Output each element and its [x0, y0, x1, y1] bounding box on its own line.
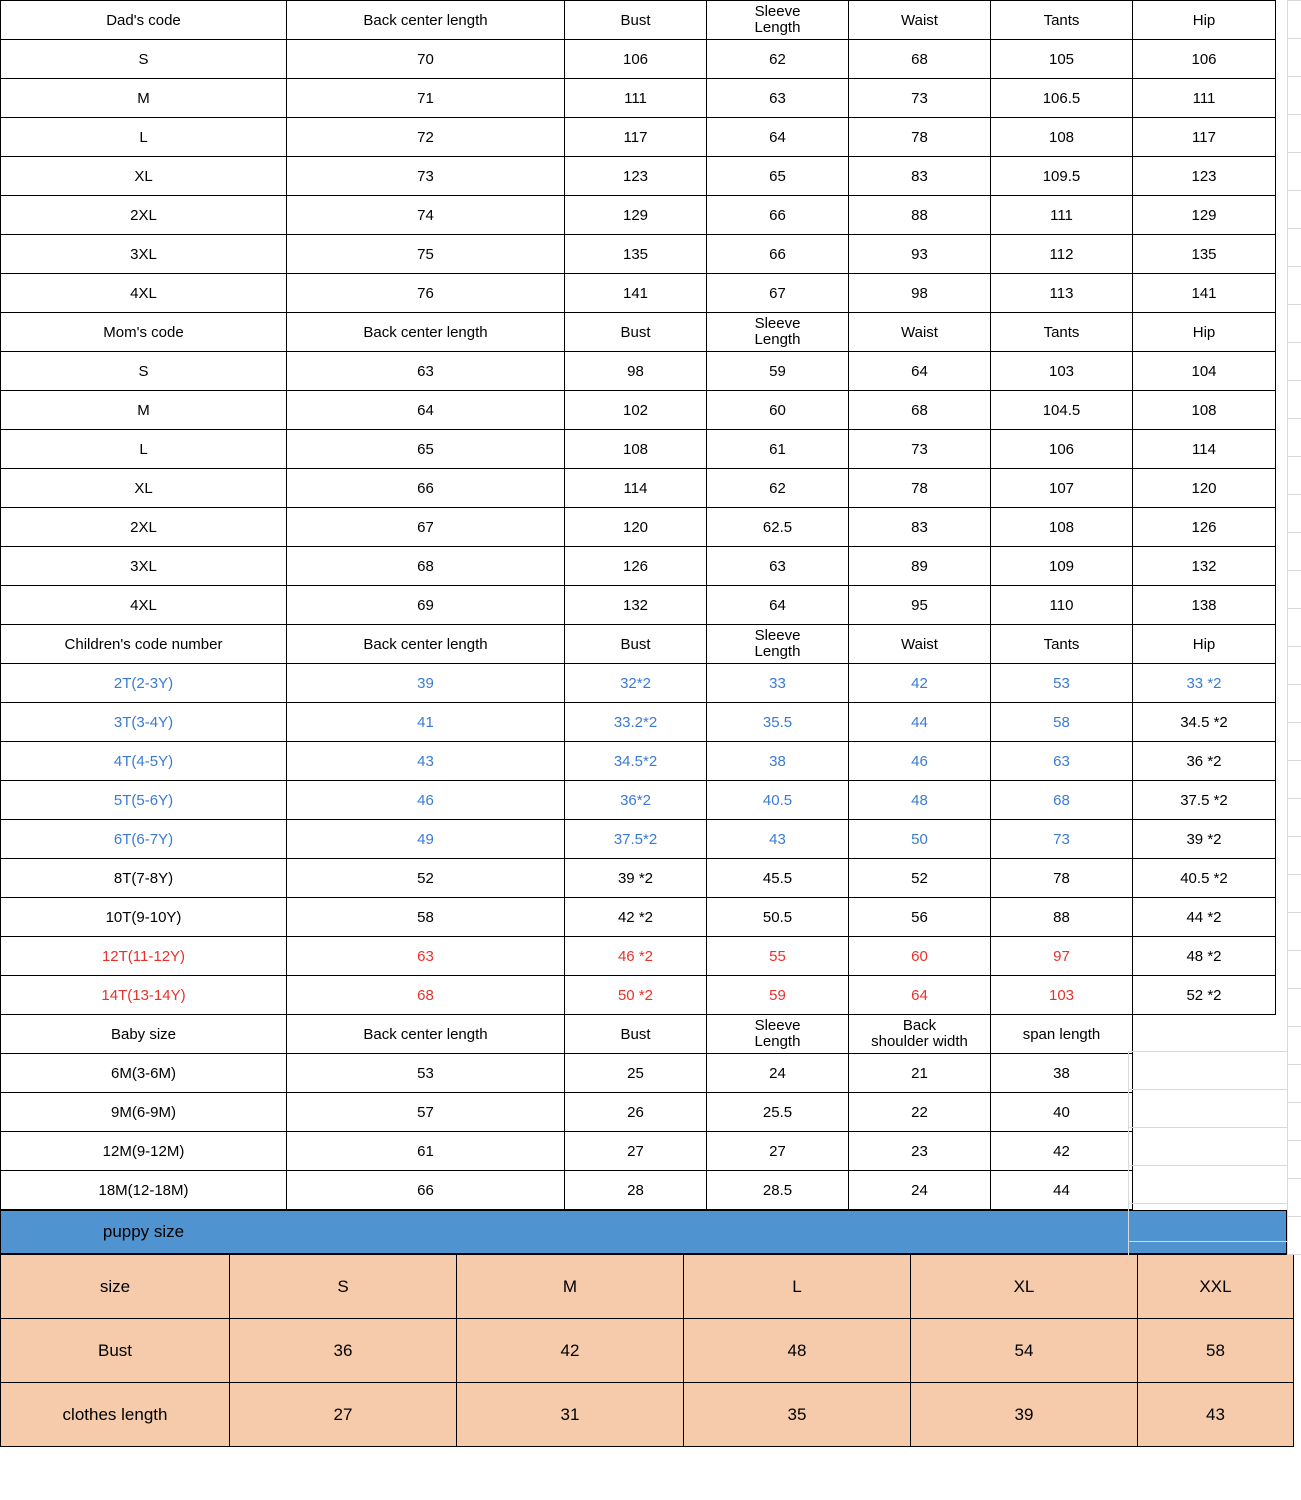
row-tants: 103 [991, 352, 1133, 391]
row-hip: 126 [1133, 508, 1276, 547]
row-back: 70 [287, 40, 565, 79]
row-sleeve: 67 [707, 274, 849, 313]
sleeve-header-line1: Sleeve [754, 3, 801, 21]
row-sleeve: 35.5 [707, 703, 849, 742]
waist-header: Waist [849, 313, 991, 352]
row-bust: 46 *2 [565, 937, 707, 976]
children-header-row [1, 625, 1276, 664]
row-waist: 78 [849, 469, 991, 508]
row-bust: 126 [565, 547, 707, 586]
row-tants: 73 [991, 820, 1133, 859]
waist-header: Waist [849, 625, 991, 664]
sleeve-header-line1: Sleeve [754, 315, 801, 333]
sleeve-header-line1: Sleeve [754, 627, 801, 645]
row-tants: 106 [991, 430, 1133, 469]
puppy-size-row-label: size [1, 1255, 230, 1319]
table-row [1, 976, 1276, 1015]
row-back: 49 [287, 820, 565, 859]
row-waist: 83 [849, 508, 991, 547]
puppy-size-table [0, 1254, 1294, 1447]
row-bust: 132 [565, 586, 707, 625]
row-bust: 33.2*2 [565, 703, 707, 742]
row-back: 57 [287, 1093, 565, 1132]
row-hip: 36 *2 [1133, 742, 1276, 781]
row-code: 12T(11-12Y) [1, 937, 287, 976]
row-code: S [1, 40, 287, 79]
back-center-length-header: Back center length [287, 1015, 565, 1054]
dad-header-row [1, 1, 1276, 40]
row-code: L [1, 430, 287, 469]
row-bust: 25 [565, 1054, 707, 1093]
hip-header: Hip [1133, 1, 1276, 40]
waist-header: Waist [849, 1, 991, 40]
row-code: 2XL [1, 196, 287, 235]
row-hip: 39 *2 [1133, 820, 1276, 859]
puppy-size-m: M [457, 1255, 684, 1319]
row-tants: 106.5 [991, 79, 1133, 118]
row-sleeve: 43 [707, 820, 849, 859]
table-row [1, 235, 1276, 274]
puppy-bust-label: Bust [1, 1319, 230, 1383]
row-back: 63 [287, 937, 565, 976]
row-hip: 108 [1133, 391, 1276, 430]
table-row [1, 1054, 1276, 1093]
sleeve-header-line2: Length [754, 1033, 801, 1050]
row-bust: 37.5*2 [565, 820, 707, 859]
row-code: 12M(9-12M) [1, 1132, 287, 1171]
row-sleeve: 66 [707, 196, 849, 235]
row-code: 6T(6-7Y) [1, 820, 287, 859]
sleeve-header-line2: Length [754, 331, 801, 348]
row-sleeve: 63 [707, 79, 849, 118]
row-code: 2T(2-3Y) [1, 664, 287, 703]
row-tants: 111 [991, 196, 1133, 235]
row-back: 63 [287, 352, 565, 391]
row-code: 5T(5-6Y) [1, 781, 287, 820]
puppy-bust-l: 48 [684, 1319, 911, 1383]
back-center-length-header: Back center length [287, 313, 565, 352]
row-code: 8T(7-8Y) [1, 859, 287, 898]
row-code: L [1, 118, 287, 157]
hip-header: Hip [1133, 313, 1276, 352]
row-waist: 83 [849, 157, 991, 196]
row-hip: 141 [1133, 274, 1276, 313]
puppy-size-label: puppy size [102, 1222, 185, 1241]
row-sleeve: 64 [707, 118, 849, 157]
row-back: 75 [287, 235, 565, 274]
row-sleeve: 55 [707, 937, 849, 976]
row-hip: 104 [1133, 352, 1276, 391]
back-shoulder-width-header [849, 1015, 991, 1054]
row-back: 61 [287, 1132, 565, 1171]
row-back: 69 [287, 586, 565, 625]
row-hip: 40.5 *2 [1133, 859, 1276, 898]
row-tants: 110 [991, 586, 1133, 625]
row-hip: 123 [1133, 157, 1276, 196]
table-row [1, 1132, 1276, 1171]
puppy-clothes-length-l: 35 [684, 1383, 911, 1447]
row-bust: 42 *2 [565, 898, 707, 937]
row-bust: 120 [565, 508, 707, 547]
row-bust: 32*2 [565, 664, 707, 703]
table-row [1, 898, 1276, 937]
row-sleeve: 50.5 [707, 898, 849, 937]
row-back: 71 [287, 79, 565, 118]
row-tants: 113 [991, 274, 1133, 313]
sleeve-header-line2: Length [754, 19, 801, 36]
row-back: 52 [287, 859, 565, 898]
row-tants: 63 [991, 742, 1133, 781]
row-code: M [1, 79, 287, 118]
puppy-header-row [1, 1255, 1294, 1319]
row-sleeve: 60 [707, 391, 849, 430]
row-back: 74 [287, 196, 565, 235]
row-code: M [1, 391, 287, 430]
row-bust: 98 [565, 352, 707, 391]
sleeve-length-header [707, 625, 849, 664]
row-sleeve: 62.5 [707, 508, 849, 547]
tants-header: Tants [991, 625, 1133, 664]
empty-cell [1133, 1054, 1276, 1093]
row-tants: 103 [991, 976, 1133, 1015]
row-tants: 97 [991, 937, 1133, 976]
row-sleeve: 38 [707, 742, 849, 781]
row-waist: 50 [849, 820, 991, 859]
puppy-bust-s: 36 [230, 1319, 457, 1383]
row-code: 14T(13-14Y) [1, 976, 287, 1015]
row-waist: 93 [849, 235, 991, 274]
row-hip: 114 [1133, 430, 1276, 469]
row-waist: 68 [849, 391, 991, 430]
puppy-bust-xxl: 58 [1138, 1319, 1294, 1383]
row-waist: 89 [849, 547, 991, 586]
tants-header: Tants [991, 1, 1133, 40]
row-tants: 109.5 [991, 157, 1133, 196]
row-back: 43 [287, 742, 565, 781]
row-code: 4T(4-5Y) [1, 742, 287, 781]
row-bust: 141 [565, 274, 707, 313]
row-back: 66 [287, 469, 565, 508]
row-back: 76 [287, 274, 565, 313]
row-waist: 64 [849, 352, 991, 391]
puppy-size-banner [0, 1210, 1287, 1254]
row-waist: 60 [849, 937, 991, 976]
row-shoulder: 21 [849, 1054, 991, 1093]
row-hip: 52 *2 [1133, 976, 1276, 1015]
sleeve-length-header [707, 1, 849, 40]
row-code: 6M(3-6M) [1, 1054, 287, 1093]
table-row [1, 1093, 1276, 1132]
baby-size-header: Baby size [1, 1015, 287, 1054]
row-hip: 106 [1133, 40, 1276, 79]
puppy-clothes-length-s: 27 [230, 1383, 457, 1447]
back-center-length-header: Back center length [287, 625, 565, 664]
row-code: 4XL [1, 274, 287, 313]
puppy-bust-row [1, 1319, 1294, 1383]
row-hip: 37.5 *2 [1133, 781, 1276, 820]
row-span: 38 [991, 1054, 1133, 1093]
row-back: 66 [287, 1171, 565, 1210]
mom-header-row [1, 313, 1276, 352]
row-bust: 102 [565, 391, 707, 430]
row-back: 58 [287, 898, 565, 937]
row-span: 42 [991, 1132, 1133, 1171]
table-row [1, 118, 1276, 157]
row-span: 44 [991, 1171, 1133, 1210]
row-waist: 56 [849, 898, 991, 937]
bust-header: Bust [565, 1, 707, 40]
row-hip: 117 [1133, 118, 1276, 157]
row-hip: 120 [1133, 469, 1276, 508]
row-bust: 28 [565, 1171, 707, 1210]
row-waist: 88 [849, 196, 991, 235]
row-tants: 104.5 [991, 391, 1133, 430]
row-waist: 48 [849, 781, 991, 820]
puppy-clothes-length-m: 31 [457, 1383, 684, 1447]
sleeve-header-line1: Sleeve [754, 1017, 801, 1035]
row-code: XL [1, 469, 287, 508]
puppy-bust-m: 42 [457, 1319, 684, 1383]
row-tants: 108 [991, 508, 1133, 547]
row-bust: 135 [565, 235, 707, 274]
row-hip: 44 *2 [1133, 898, 1276, 937]
row-bust: 114 [565, 469, 707, 508]
row-back: 53 [287, 1054, 565, 1093]
row-waist: 42 [849, 664, 991, 703]
puppy-clothes-length-xl: 39 [911, 1383, 1138, 1447]
table-row [1, 430, 1276, 469]
sleeve-header-line2: Length [754, 643, 801, 660]
span-length-header: span length [991, 1015, 1133, 1054]
row-tants: 88 [991, 898, 1133, 937]
row-bust: 111 [565, 79, 707, 118]
row-waist: 78 [849, 118, 991, 157]
row-tants: 112 [991, 235, 1133, 274]
empty-cell [1133, 1171, 1276, 1210]
row-back: 39 [287, 664, 565, 703]
row-tants: 107 [991, 469, 1133, 508]
row-tants: 105 [991, 40, 1133, 79]
row-waist: 73 [849, 79, 991, 118]
row-back: 68 [287, 976, 565, 1015]
row-code: 3XL [1, 235, 287, 274]
sleeve-length-header [707, 1015, 849, 1054]
row-code: XL [1, 157, 287, 196]
row-sleeve: 40.5 [707, 781, 849, 820]
row-tants: 53 [991, 664, 1133, 703]
row-sleeve: 59 [707, 976, 849, 1015]
puppy-bust-xl: 54 [911, 1319, 1138, 1383]
table-row [1, 196, 1276, 235]
table-row [1, 742, 1276, 781]
empty-grid-column [1287, 0, 1301, 1258]
row-code: 3T(3-4Y) [1, 703, 287, 742]
table-row [1, 664, 1276, 703]
shoulder-header-line1: Back [902, 1017, 937, 1035]
back-center-length-header: Back center length [287, 1, 565, 40]
row-sleeve: 62 [707, 469, 849, 508]
row-sleeve: 33 [707, 664, 849, 703]
row-back: 67 [287, 508, 565, 547]
table-row [1, 703, 1276, 742]
row-sleeve: 66 [707, 235, 849, 274]
row-waist: 95 [849, 586, 991, 625]
table-row [1, 859, 1276, 898]
row-code: 18M(12-18M) [1, 1171, 287, 1210]
row-sleeve: 64 [707, 586, 849, 625]
puppy-size-xxl: XXL [1138, 1255, 1294, 1319]
baby-header-row [1, 1015, 1276, 1054]
hip-header: Hip [1133, 625, 1276, 664]
row-bust: 123 [565, 157, 707, 196]
row-bust: 34.5*2 [565, 742, 707, 781]
row-shoulder: 22 [849, 1093, 991, 1132]
row-tants: 58 [991, 703, 1133, 742]
row-hip: 138 [1133, 586, 1276, 625]
table-row [1, 352, 1276, 391]
row-waist: 98 [849, 274, 991, 313]
row-code: 4XL [1, 586, 287, 625]
row-tants: 109 [991, 547, 1133, 586]
row-bust: 36*2 [565, 781, 707, 820]
table-row [1, 157, 1276, 196]
row-waist: 73 [849, 430, 991, 469]
row-bust: 39 *2 [565, 859, 707, 898]
table-row [1, 508, 1276, 547]
row-bust: 117 [565, 118, 707, 157]
puppy-clothes-length-row [1, 1383, 1294, 1447]
row-code: 9M(6-9M) [1, 1093, 287, 1132]
shoulder-header-line2: shoulder width [871, 1033, 968, 1050]
row-back: 72 [287, 118, 565, 157]
table-row [1, 586, 1276, 625]
table-row [1, 40, 1276, 79]
row-sleeve: 28.5 [707, 1171, 849, 1210]
table-row [1, 547, 1276, 586]
empty-cell [1133, 1132, 1276, 1171]
table-row [1, 781, 1276, 820]
row-hip: 34.5 *2 [1133, 703, 1276, 742]
table-row [1, 1171, 1276, 1210]
puppy-size-l: L [684, 1255, 911, 1319]
puppy-clothes-length-label: clothes length [1, 1383, 230, 1447]
row-bust: 50 *2 [565, 976, 707, 1015]
sleeve-length-header [707, 313, 849, 352]
row-code: 2XL [1, 508, 287, 547]
table-row [1, 820, 1276, 859]
row-code: S [1, 352, 287, 391]
row-bust: 108 [565, 430, 707, 469]
row-bust: 129 [565, 196, 707, 235]
row-sleeve: 27 [707, 1132, 849, 1171]
row-sleeve: 65 [707, 157, 849, 196]
puppy-clothes-length-xxl: 43 [1138, 1383, 1294, 1447]
table-row [1, 274, 1276, 313]
row-tants: 78 [991, 859, 1133, 898]
row-back: 65 [287, 430, 565, 469]
row-waist: 68 [849, 40, 991, 79]
row-bust: 106 [565, 40, 707, 79]
bust-header: Bust [565, 313, 707, 352]
row-hip: 135 [1133, 235, 1276, 274]
empty-header-cell [1133, 1015, 1276, 1054]
row-hip: 33 *2 [1133, 664, 1276, 703]
row-back: 68 [287, 547, 565, 586]
row-code: 10T(9-10Y) [1, 898, 287, 937]
children-code-header: Children's code number [1, 625, 287, 664]
puppy-size-xl: XL [911, 1255, 1138, 1319]
table-row [1, 391, 1276, 430]
row-waist: 46 [849, 742, 991, 781]
row-hip: 111 [1133, 79, 1276, 118]
table-row [1, 79, 1276, 118]
row-span: 40 [991, 1093, 1133, 1132]
row-sleeve: 61 [707, 430, 849, 469]
row-back: 41 [287, 703, 565, 742]
row-hip: 129 [1133, 196, 1276, 235]
tants-header: Tants [991, 313, 1133, 352]
row-waist: 44 [849, 703, 991, 742]
puppy-size-s: S [230, 1255, 457, 1319]
dad-code-header: Dad's code [1, 1, 287, 40]
row-sleeve: 45.5 [707, 859, 849, 898]
row-bust: 26 [565, 1093, 707, 1132]
row-sleeve: 59 [707, 352, 849, 391]
row-shoulder: 23 [849, 1132, 991, 1171]
row-sleeve: 24 [707, 1054, 849, 1093]
table-row [1, 469, 1276, 508]
bust-header: Bust [565, 1015, 707, 1054]
row-waist: 64 [849, 976, 991, 1015]
row-back: 73 [287, 157, 565, 196]
row-bust: 27 [565, 1132, 707, 1171]
row-sleeve: 62 [707, 40, 849, 79]
table-row [1, 937, 1276, 976]
row-tants: 108 [991, 118, 1133, 157]
row-waist: 52 [849, 859, 991, 898]
row-back: 64 [287, 391, 565, 430]
row-code: 3XL [1, 547, 287, 586]
bust-header: Bust [565, 625, 707, 664]
row-tants: 68 [991, 781, 1133, 820]
row-hip: 132 [1133, 547, 1276, 586]
row-sleeve: 25.5 [707, 1093, 849, 1132]
row-hip: 48 *2 [1133, 937, 1276, 976]
row-sleeve: 63 [707, 547, 849, 586]
empty-cell [1133, 1093, 1276, 1132]
mom-code-header: Mom's code [1, 313, 287, 352]
row-shoulder: 24 [849, 1171, 991, 1210]
row-back: 46 [287, 781, 565, 820]
